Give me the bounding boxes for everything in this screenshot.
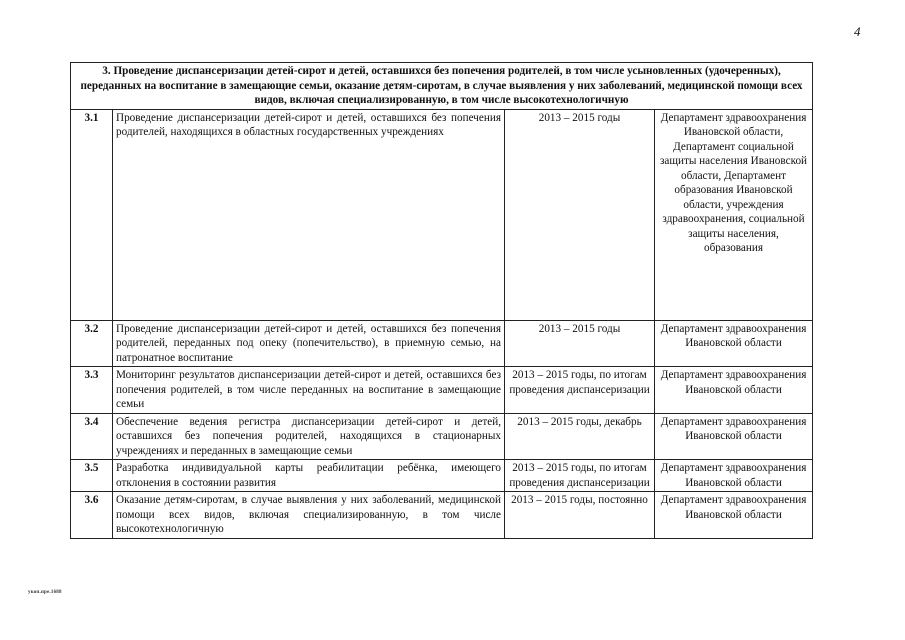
row-executors: Департамент здравоохранения Ивановской области, Департамент социальной защиты населения Ивановской области, Департамент образования Ивановской области, учреждения здравоохранения, социальной защиты населения, образования [655, 109, 813, 320]
row-description: Мониторинг результатов диспансеризации детей-сирот и детей, оставшихся без попечения родителей, в том числе переданных на воспитание в замещающие семьи [113, 367, 505, 414]
row-number: 3.5 [71, 460, 113, 492]
table-row [71, 320, 813, 367]
row-executors: Департамент здравоохранения Ивановской области [655, 320, 813, 367]
measures-table [70, 62, 813, 539]
row-period: 2013 – 2015 годы, по итогам проведения диспансеризации [505, 367, 655, 414]
row-description: Оказание детям-сиротам, в случае выявления у них заболеваний, медицинской помощи всех видов, включая специализированную, в том числе высокотехнологичную [113, 492, 505, 539]
row-description: Проведение диспансеризации детей-сирот и детей, оставшихся без попечения родителей, находящихся в областных государственных учреждениях [113, 109, 505, 320]
row-period: 2013 – 2015 годы, декабрь [505, 413, 655, 460]
row-executors: Департамент здравоохранения Ивановской области [655, 413, 813, 460]
table-row [71, 109, 813, 320]
row-number: 3.3 [71, 367, 113, 414]
row-period: 2013 – 2015 годы [505, 320, 655, 367]
table-row [71, 492, 813, 539]
table-row [71, 413, 813, 460]
row-executors: Департамент здравоохранения Ивановской области [655, 367, 813, 414]
footer-mark: укоп.пре.1688 [28, 590, 62, 595]
table-row [71, 367, 813, 414]
row-number: 3.1 [71, 109, 113, 320]
row-number: 3.4 [71, 413, 113, 460]
row-number: 3.2 [71, 320, 113, 367]
row-description: Обеспечение ведения регистра диспансеризации детей-сирот и детей, оставшихся без попечения родителей, находящихся в стационарных учреждениях и переданных в замещающие семьи [113, 413, 505, 460]
section-title: 3. Проведение диспансеризации детей-сирот и детей, оставшихся без попечения родителей, в том числе усыновленных (удочеренных), переданных на воспитание в замещающие семьи, оказание детям-сиротам, в случае выявления у них заболеваний, медицинской помощи всех видов, включая специализированную, в том числе высокотехнологичную [71, 63, 813, 110]
table-row [71, 460, 813, 492]
row-number: 3.6 [71, 492, 113, 539]
row-period: 2013 – 2015 годы, по итогам проведения диспансеризации [505, 460, 655, 492]
row-executors: Департамент здравоохранения Ивановской области [655, 492, 813, 539]
row-description: Проведение диспансеризации детей-сирот и детей, оставшихся без попечения родителей, переданных под опеку (попечительство), в приемную семью, на патронатное воспитание [113, 320, 505, 367]
section-header-row [71, 63, 813, 110]
row-description: Разработка индивидуальной карты реабилитации ребёнка, имеющего отклонения в состоянии развития [113, 460, 505, 492]
row-executors: Департамент здравоохранения Ивановской области [655, 460, 813, 492]
row-period: 2013 – 2015 годы [505, 109, 655, 320]
page-number: 4 [854, 24, 861, 39]
row-period: 2013 – 2015 годы, постоянно [505, 492, 655, 539]
